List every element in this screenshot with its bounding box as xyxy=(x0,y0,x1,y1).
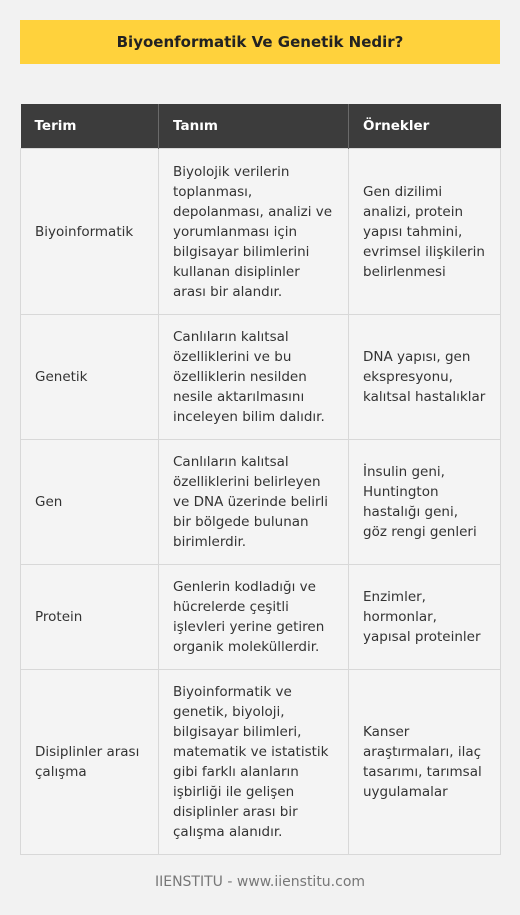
column-header-term: Terim xyxy=(21,104,159,149)
definition-cell: Biyolojik verilerin toplanması, depolanması, analizi ve yorumlanması için bilgisayar bilimlerini kullanan disiplinler arası bir alandır. xyxy=(159,149,349,315)
examples-cell: Enzimler, hormonlar, yapısal proteinler xyxy=(349,565,501,670)
terms-table xyxy=(20,104,501,855)
term-cell: Biyoinformatik xyxy=(21,149,159,315)
column-header-examples: Örnekler xyxy=(349,104,501,149)
table-row xyxy=(21,315,501,440)
examples-cell: Kanser araştırmaları, ilaç tasarımı, tarımsal uygulamalar xyxy=(349,670,501,855)
definition-cell: Canlıların kalıtsal özelliklerini belirleyen ve DNA üzerinde belirli bir bölgede bulunan birimlerdir. xyxy=(159,440,349,565)
term-cell: Gen xyxy=(21,440,159,565)
footer-credit: IIENSTITU - www.iienstitu.com xyxy=(154,874,366,890)
table-row xyxy=(21,149,501,315)
table-row xyxy=(21,440,501,565)
table-header-row xyxy=(21,104,501,149)
examples-cell: DNA yapısı, gen ekspresyonu, kalıtsal hastalıklar xyxy=(349,315,501,440)
table-row xyxy=(21,670,501,855)
examples-cell: İnsulin geni, Huntington hastalığı geni, göz rengi genleri xyxy=(349,440,501,565)
page-title: Biyoenformatik Ve Genetik Nedir? xyxy=(20,20,500,64)
definition-cell: Canlıların kalıtsal özelliklerini ve bu özelliklerin nesilden nesile aktarılmasını inceleyen bilim dalıdır. xyxy=(159,315,349,440)
term-cell: Genetik xyxy=(21,315,159,440)
definition-cell: Biyoinformatik ve genetik, biyoloji, bilgisayar bilimleri, matematik ve istatistik gibi farklı alanların işbirliği ile gelişen disiplinler arası bir çalışma alanıdır. xyxy=(159,670,349,855)
definition-cell: Genlerin kodladığı ve hücrelerde çeşitli işlevleri yerine getiren organik moleküllerdir. xyxy=(159,565,349,670)
column-header-definition: Tanım xyxy=(159,104,349,149)
examples-cell: Gen dizilimi analizi, protein yapısı tahmini, evrimsel ilişkilerin belirlenmesi xyxy=(349,149,501,315)
term-cell: Protein xyxy=(21,565,159,670)
table-row xyxy=(21,565,501,670)
term-cell: Disiplinler arası çalışma xyxy=(21,670,159,855)
